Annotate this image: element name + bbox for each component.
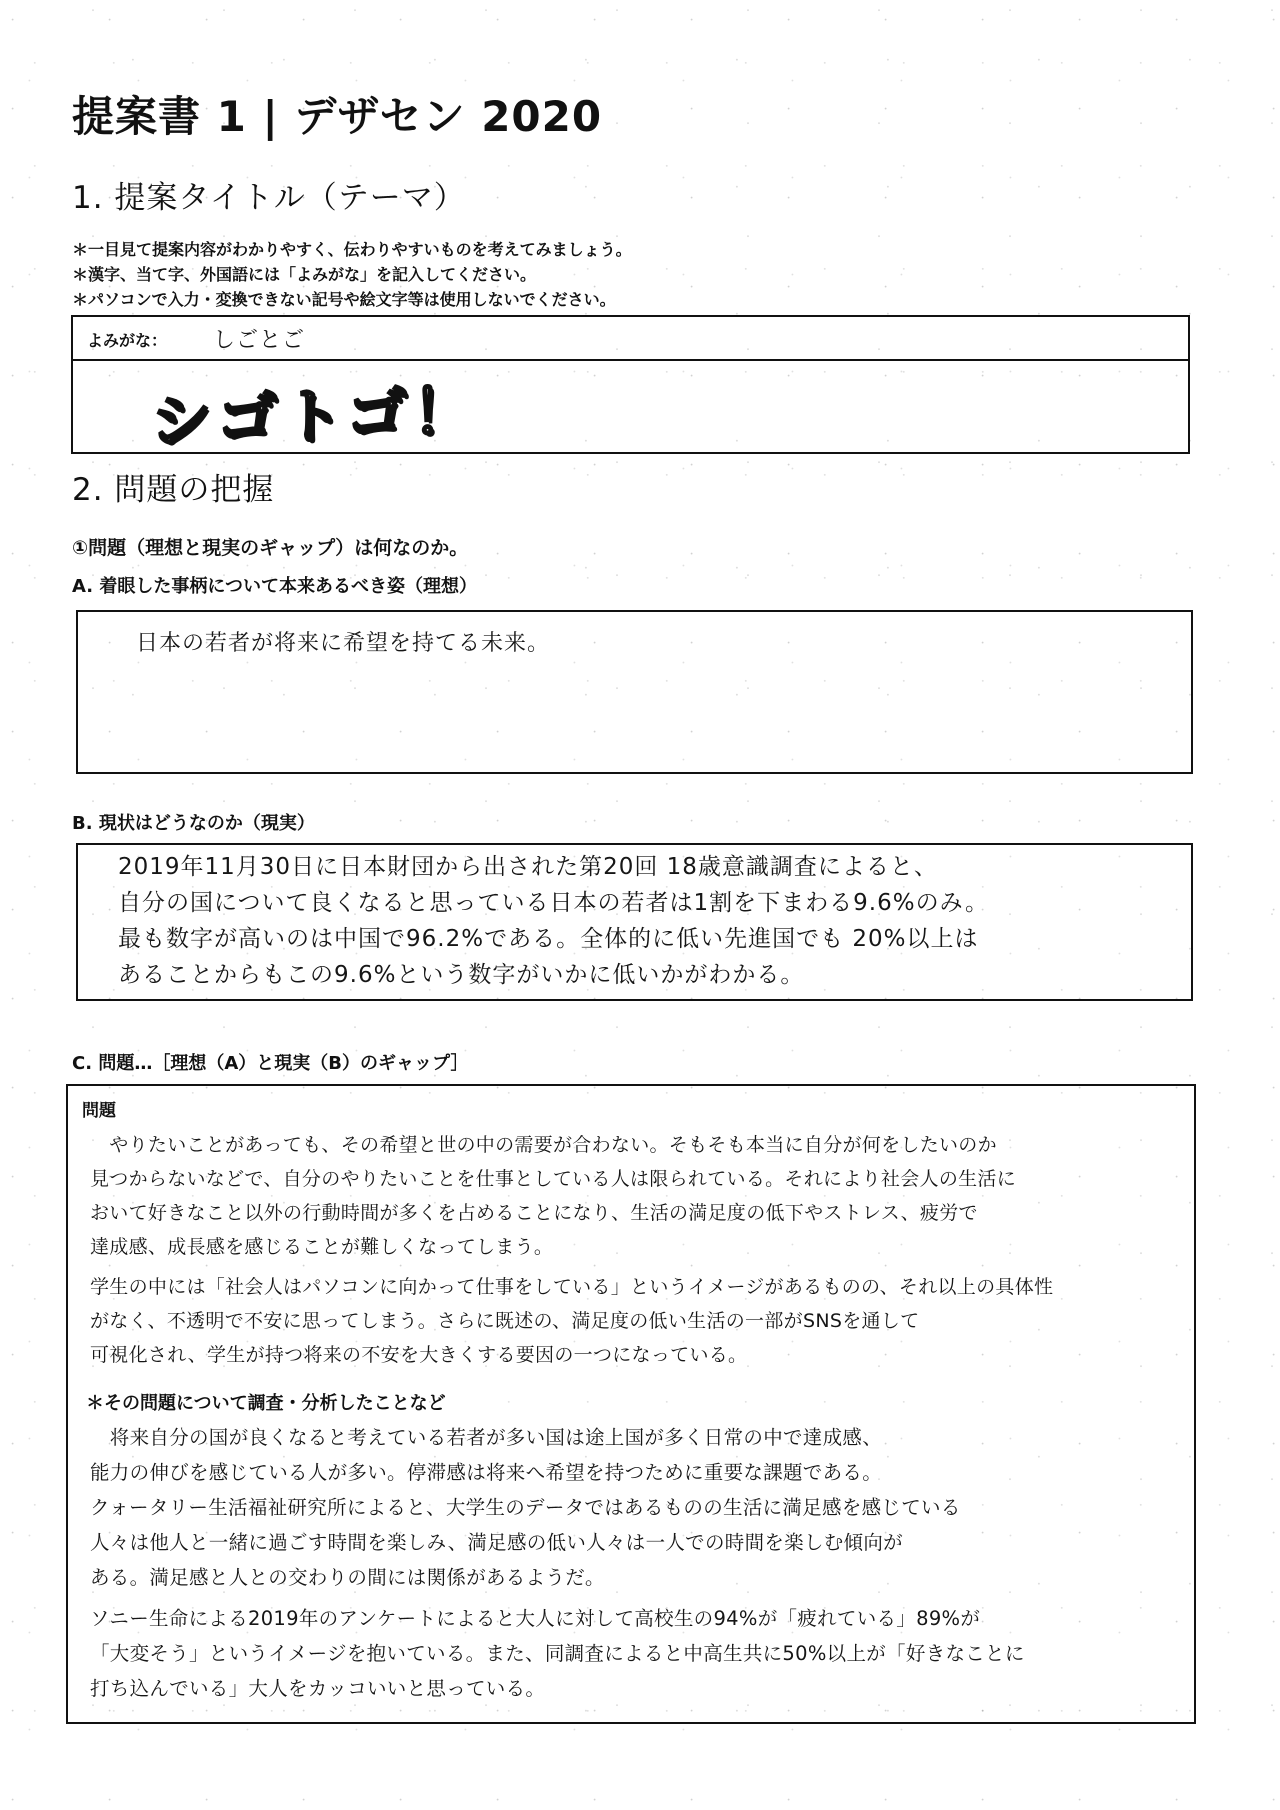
survey-line: 能力の伸びを感じている人が多い。停滞感は将来へ希望を持つために重要な課題である。	[90, 1461, 883, 1484]
section2-heading: 2. 問題の把握	[72, 472, 275, 508]
survey-line: クォータリー生活福祉研究所によると、大学生のデータではあるものの生活に満足感を感じている	[90, 1496, 961, 1519]
reality-line: 最も数字が高いのは中国で96.2%である。全体的に低い先進国でも 20%以上は	[118, 926, 979, 952]
ideal-text: 日本の若者が将来に希望を持てる未来。	[136, 631, 551, 656]
problem-label: 問題	[82, 1101, 116, 1121]
title-box	[71, 315, 1190, 458]
reality-box	[76, 843, 1193, 1001]
survey-label: ＊その問題について調査・分析したことなど	[86, 1393, 446, 1414]
reality-line: 2019年11月30日に日本財団から出された第20回 18歳意識調査によると、	[118, 854, 938, 880]
survey-line: ある。満足感と人との交わりの間には関係があるようだ。	[90, 1566, 605, 1589]
reality-line: 自分の国について良くなると思っている日本の若者は1割を下まわる9.6%のみ。	[118, 890, 989, 916]
yomigana-row	[73, 317, 1188, 361]
problem-line: 可視化され、学生が持つ将来の不安を大きくする要因の一つになっている。	[90, 1344, 748, 1366]
survey-line: 人々は他人と一緒に過ごす時間を楽しみ、満足感の低い人々は一人での時間を楽しむ傾向が	[90, 1531, 903, 1554]
problem-line: 学生の中には「社会人はパソコンに向かって仕事をしている」というイメージがあるものの、それ以上の具体性	[90, 1276, 1054, 1298]
problem-paragraph	[90, 1128, 1053, 1372]
problem-line: 達成感、成長感を感じることが難しくなってしまう。	[90, 1236, 554, 1258]
survey-line: 打ち込んでいる」大人をカッコいいと思っている。	[90, 1677, 546, 1700]
section1-heading: 1. 提案タイトル（テーマ）	[72, 180, 466, 216]
yomigana-value: しごとご	[213, 328, 306, 353]
survey-line: 将来自分の国が良くなると考えている若者が多い国は途上国が多く日常の中で達成感、	[90, 1426, 882, 1449]
instruction-note: ＊一目見て提案内容がわかりやすく、伝わりやすいものを考えてみましょう。	[72, 240, 632, 259]
part-a-heading: A. 着眼した事柄について本来あるべき姿（理想）	[72, 576, 478, 597]
survey-line: 「大変そう」というイメージを抱いている。また、同調査によると中高生共に50%以上が「好きなことに	[90, 1642, 1025, 1665]
ideal-box	[76, 610, 1193, 774]
problem-box	[66, 1084, 1196, 1724]
part-b-heading: B. 現状はどうなのか（現実）	[72, 813, 315, 834]
part-c-heading: C. 問題…［理想（A）と現実（B）のギャップ］	[72, 1053, 469, 1074]
question-heading: ①問題（理想と現実のギャップ）は何なのか。	[72, 537, 469, 559]
problem-line: やりたいことがあっても、その希望と世の中の需要が合わない。そもそも本当に自分が何をしたいのか	[90, 1134, 997, 1156]
proposal-title-logo: シゴトゴ！	[151, 363, 479, 460]
problem-line: 見つからないなどで、自分のやりたいことを仕事としている人は限られている。それにより社会人の生活に	[90, 1168, 1017, 1190]
instruction-note: ＊パソコンで入力・変換できない記号や絵文字等は使用しないでください。	[72, 290, 616, 309]
instruction-note: ＊漢字、当て字、外国語には「よみがな」を記入してください。	[72, 265, 537, 284]
yomigana-label: よみがな：	[87, 331, 168, 350]
problem-line: おいて好きなこと以外の行動時間が多くを占めることになり、生活の満足度の低下やストレス、疲労で	[90, 1202, 978, 1224]
survey-paragraph	[90, 1420, 1025, 1706]
problem-line: がなく、不透明で不安に思ってしまう。さらに既述の、満足度の低い生活の一部がSNSを通して	[90, 1310, 920, 1332]
document-title: 提案書 1 | デザセン 2020	[72, 92, 603, 141]
reality-line: あることからもこの9.6%という数字がいかに低いかがわかる。	[118, 962, 805, 988]
survey-line: ソニー生命による2019年のアンケートによると大人に対して高校生の94%が「疲れている」89%が	[90, 1607, 981, 1630]
